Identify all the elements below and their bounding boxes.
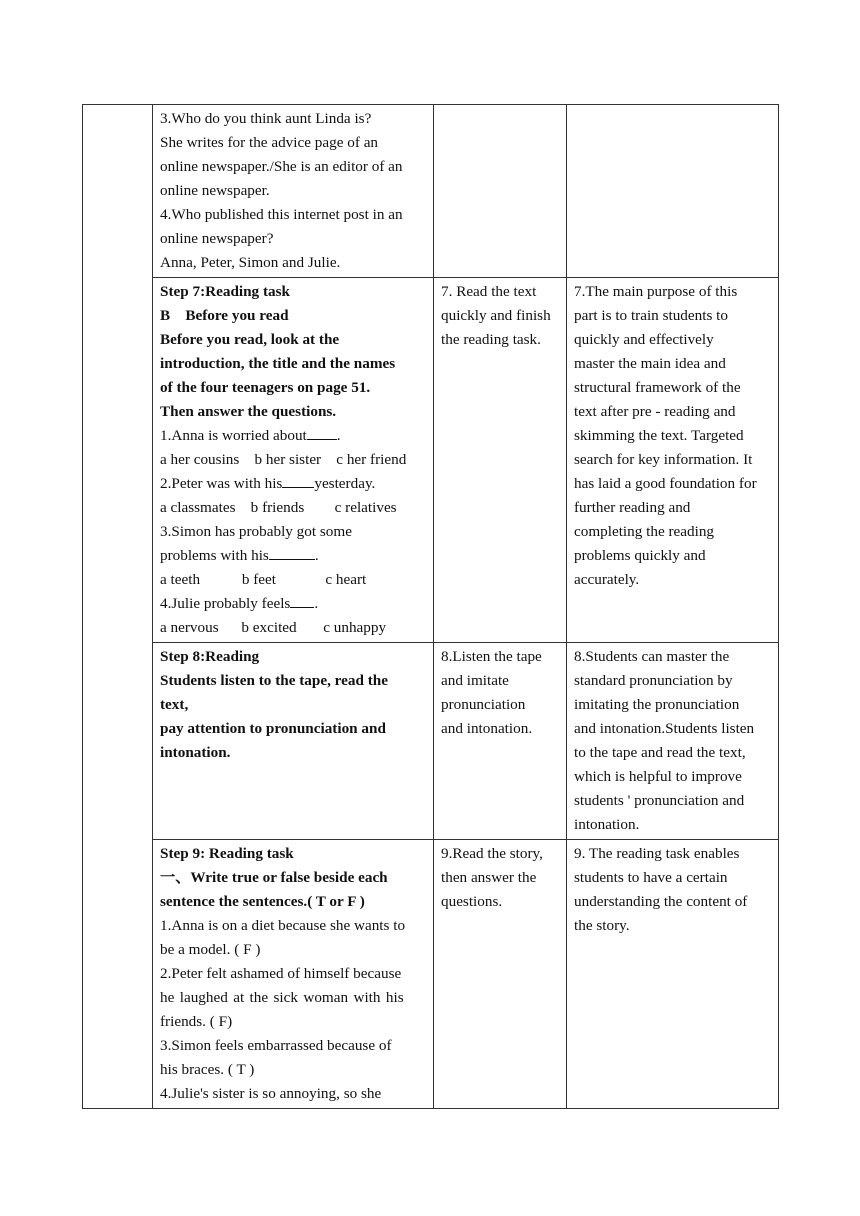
instruction-line: introduction, the title and the names xyxy=(160,355,396,372)
left-margin-cell xyxy=(83,105,153,1109)
text-line: 4.Who published this internet post in an xyxy=(160,206,403,223)
text-line: 9. The reading task enables xyxy=(574,845,740,862)
instruction-line: of the four teenagers on page 51. xyxy=(160,379,371,396)
text-line: 7. Read the text xyxy=(441,283,537,300)
student-activity-cell xyxy=(434,105,567,278)
step-title: Step 7:Reading task xyxy=(160,283,290,300)
activity-cell xyxy=(153,105,434,278)
instruction-line: Then answer the questions. xyxy=(160,403,337,420)
student-activity-cell xyxy=(434,840,567,1109)
student-activity-cell xyxy=(434,643,567,840)
instruction-line: intonation. xyxy=(160,744,231,761)
text-line: skimming the text. Targeted xyxy=(574,427,744,444)
text-line: quickly and effectively xyxy=(574,331,714,348)
question-end: . xyxy=(314,595,319,612)
student-activity-cell xyxy=(434,278,567,643)
statement-line: his braces. ( T ) xyxy=(160,1061,255,1078)
step-title: Step 9: Reading task xyxy=(160,845,294,862)
text-line: intonation. xyxy=(574,816,640,833)
question-text: 1.Anna is worried about xyxy=(160,427,307,444)
activity-cell xyxy=(153,840,434,1109)
question-text: 2.Peter was with his xyxy=(160,475,283,492)
text-line: and intonation. xyxy=(441,720,533,737)
text-line: further reading and xyxy=(574,499,691,516)
statement-line: 2.Peter felt ashamed of himself because xyxy=(160,965,402,982)
instruction-line: sentence the sentences.( T or F ) xyxy=(160,893,365,910)
instruction-line: 一、Write true or false beside each xyxy=(160,869,388,886)
statement-line: 3.Simon feels embarrassed because of xyxy=(160,1037,392,1054)
text-line: 3.Who do you think aunt Linda is? xyxy=(160,110,372,127)
purpose-cell xyxy=(567,105,779,278)
text-line: 9.Read the story, xyxy=(441,845,543,862)
text-line: students ' pronunciation and xyxy=(574,792,745,809)
text-line: to the tape and read the text, xyxy=(574,744,746,761)
question-options: a her cousins b her sister c her friend xyxy=(160,451,407,468)
question-options: a nervous b excited c unhappy xyxy=(160,619,387,636)
text-line: and intonation.Students listen xyxy=(574,720,755,737)
text-line: 7.The main purpose of this xyxy=(574,283,738,300)
table-row xyxy=(83,840,779,1109)
question-3-continued xyxy=(160,544,427,568)
question-1 xyxy=(160,424,427,448)
text-line: standard pronunciation by xyxy=(574,672,733,689)
statement-line: 4.Julie's sister is so annoying, so she xyxy=(160,1085,382,1102)
activity-cell xyxy=(153,643,434,840)
text-line: students to have a certain xyxy=(574,869,728,886)
text-line: questions. xyxy=(441,893,503,910)
text-line: the story. xyxy=(574,917,630,934)
text-line: search for key information. It xyxy=(574,451,753,468)
question-2 xyxy=(160,472,427,496)
question-end: yesterday. xyxy=(314,475,376,492)
text-line: the reading task. xyxy=(441,331,541,348)
statement-line: he laughed at the sick woman with his xyxy=(160,989,404,1006)
answer-blank xyxy=(282,473,314,488)
text-line: online newspaper? xyxy=(160,230,274,247)
text-line: completing the reading xyxy=(574,523,715,540)
question-end: . xyxy=(314,547,319,564)
text-line: 8.Students can master the xyxy=(574,648,730,665)
text-line: and imitate xyxy=(441,672,509,689)
text-line: online newspaper. xyxy=(160,182,270,199)
question-text: problems with his xyxy=(160,547,269,564)
text-line: online newspaper./She is an editor of an xyxy=(160,158,403,175)
table-row xyxy=(83,278,779,643)
text-line: pronunciation xyxy=(441,696,526,713)
text-line: then answer the xyxy=(441,869,537,886)
instruction-line: text, xyxy=(160,696,189,713)
lesson-plan-table xyxy=(82,104,779,1109)
text-line: part is to train students to xyxy=(574,307,728,324)
question-4 xyxy=(160,592,427,616)
answer-blank xyxy=(307,425,337,440)
text-line: understanding the content of xyxy=(574,893,748,910)
text-line: imitating the pronunciation xyxy=(574,696,740,713)
purpose-cell xyxy=(567,643,779,840)
text-line: Anna, Peter, Simon and Julie. xyxy=(160,254,341,271)
instruction-line: Before you read, look at the xyxy=(160,331,340,348)
instruction-line: Students listen to the tape, read the xyxy=(160,672,388,689)
text-line: problems quickly and xyxy=(574,547,706,564)
question-end: . xyxy=(336,427,341,444)
table-row xyxy=(83,643,779,840)
step-title: Step 8:Reading xyxy=(160,648,260,665)
text-line: 8.Listen the tape xyxy=(441,648,542,665)
text-line: master the main idea and xyxy=(574,355,726,372)
text-line: which is helpful to improve xyxy=(574,768,742,785)
answer-blank xyxy=(290,593,314,608)
statement-line: friends. ( F) xyxy=(160,1013,233,1030)
text-line: She writes for the advice page of an xyxy=(160,134,379,151)
question-options: a classmates b friends c relatives xyxy=(160,499,397,516)
question-options: a teeth b feet c heart xyxy=(160,571,367,588)
step-subtitle: B Before you read xyxy=(160,307,289,324)
statement-line: be a model. ( F ) xyxy=(160,941,261,958)
instruction-line: pay attention to pronunciation and xyxy=(160,720,386,737)
table-row xyxy=(83,105,779,278)
text-line: accurately. xyxy=(574,571,640,588)
text-line: has laid a good foundation for xyxy=(574,475,757,492)
answer-blank xyxy=(269,545,315,560)
question-3: 3.Simon has probably got some xyxy=(160,523,352,540)
purpose-cell xyxy=(567,840,779,1109)
question-text: 4.Julie probably feels xyxy=(160,595,291,612)
text-line: text after pre - reading and xyxy=(574,403,736,420)
statement-line: 1.Anna is on a diet because she wants to xyxy=(160,917,406,934)
activity-cell xyxy=(153,278,434,643)
text-line: quickly and finish xyxy=(441,307,551,324)
purpose-cell xyxy=(567,278,779,643)
text-line: structural framework of the xyxy=(574,379,741,396)
